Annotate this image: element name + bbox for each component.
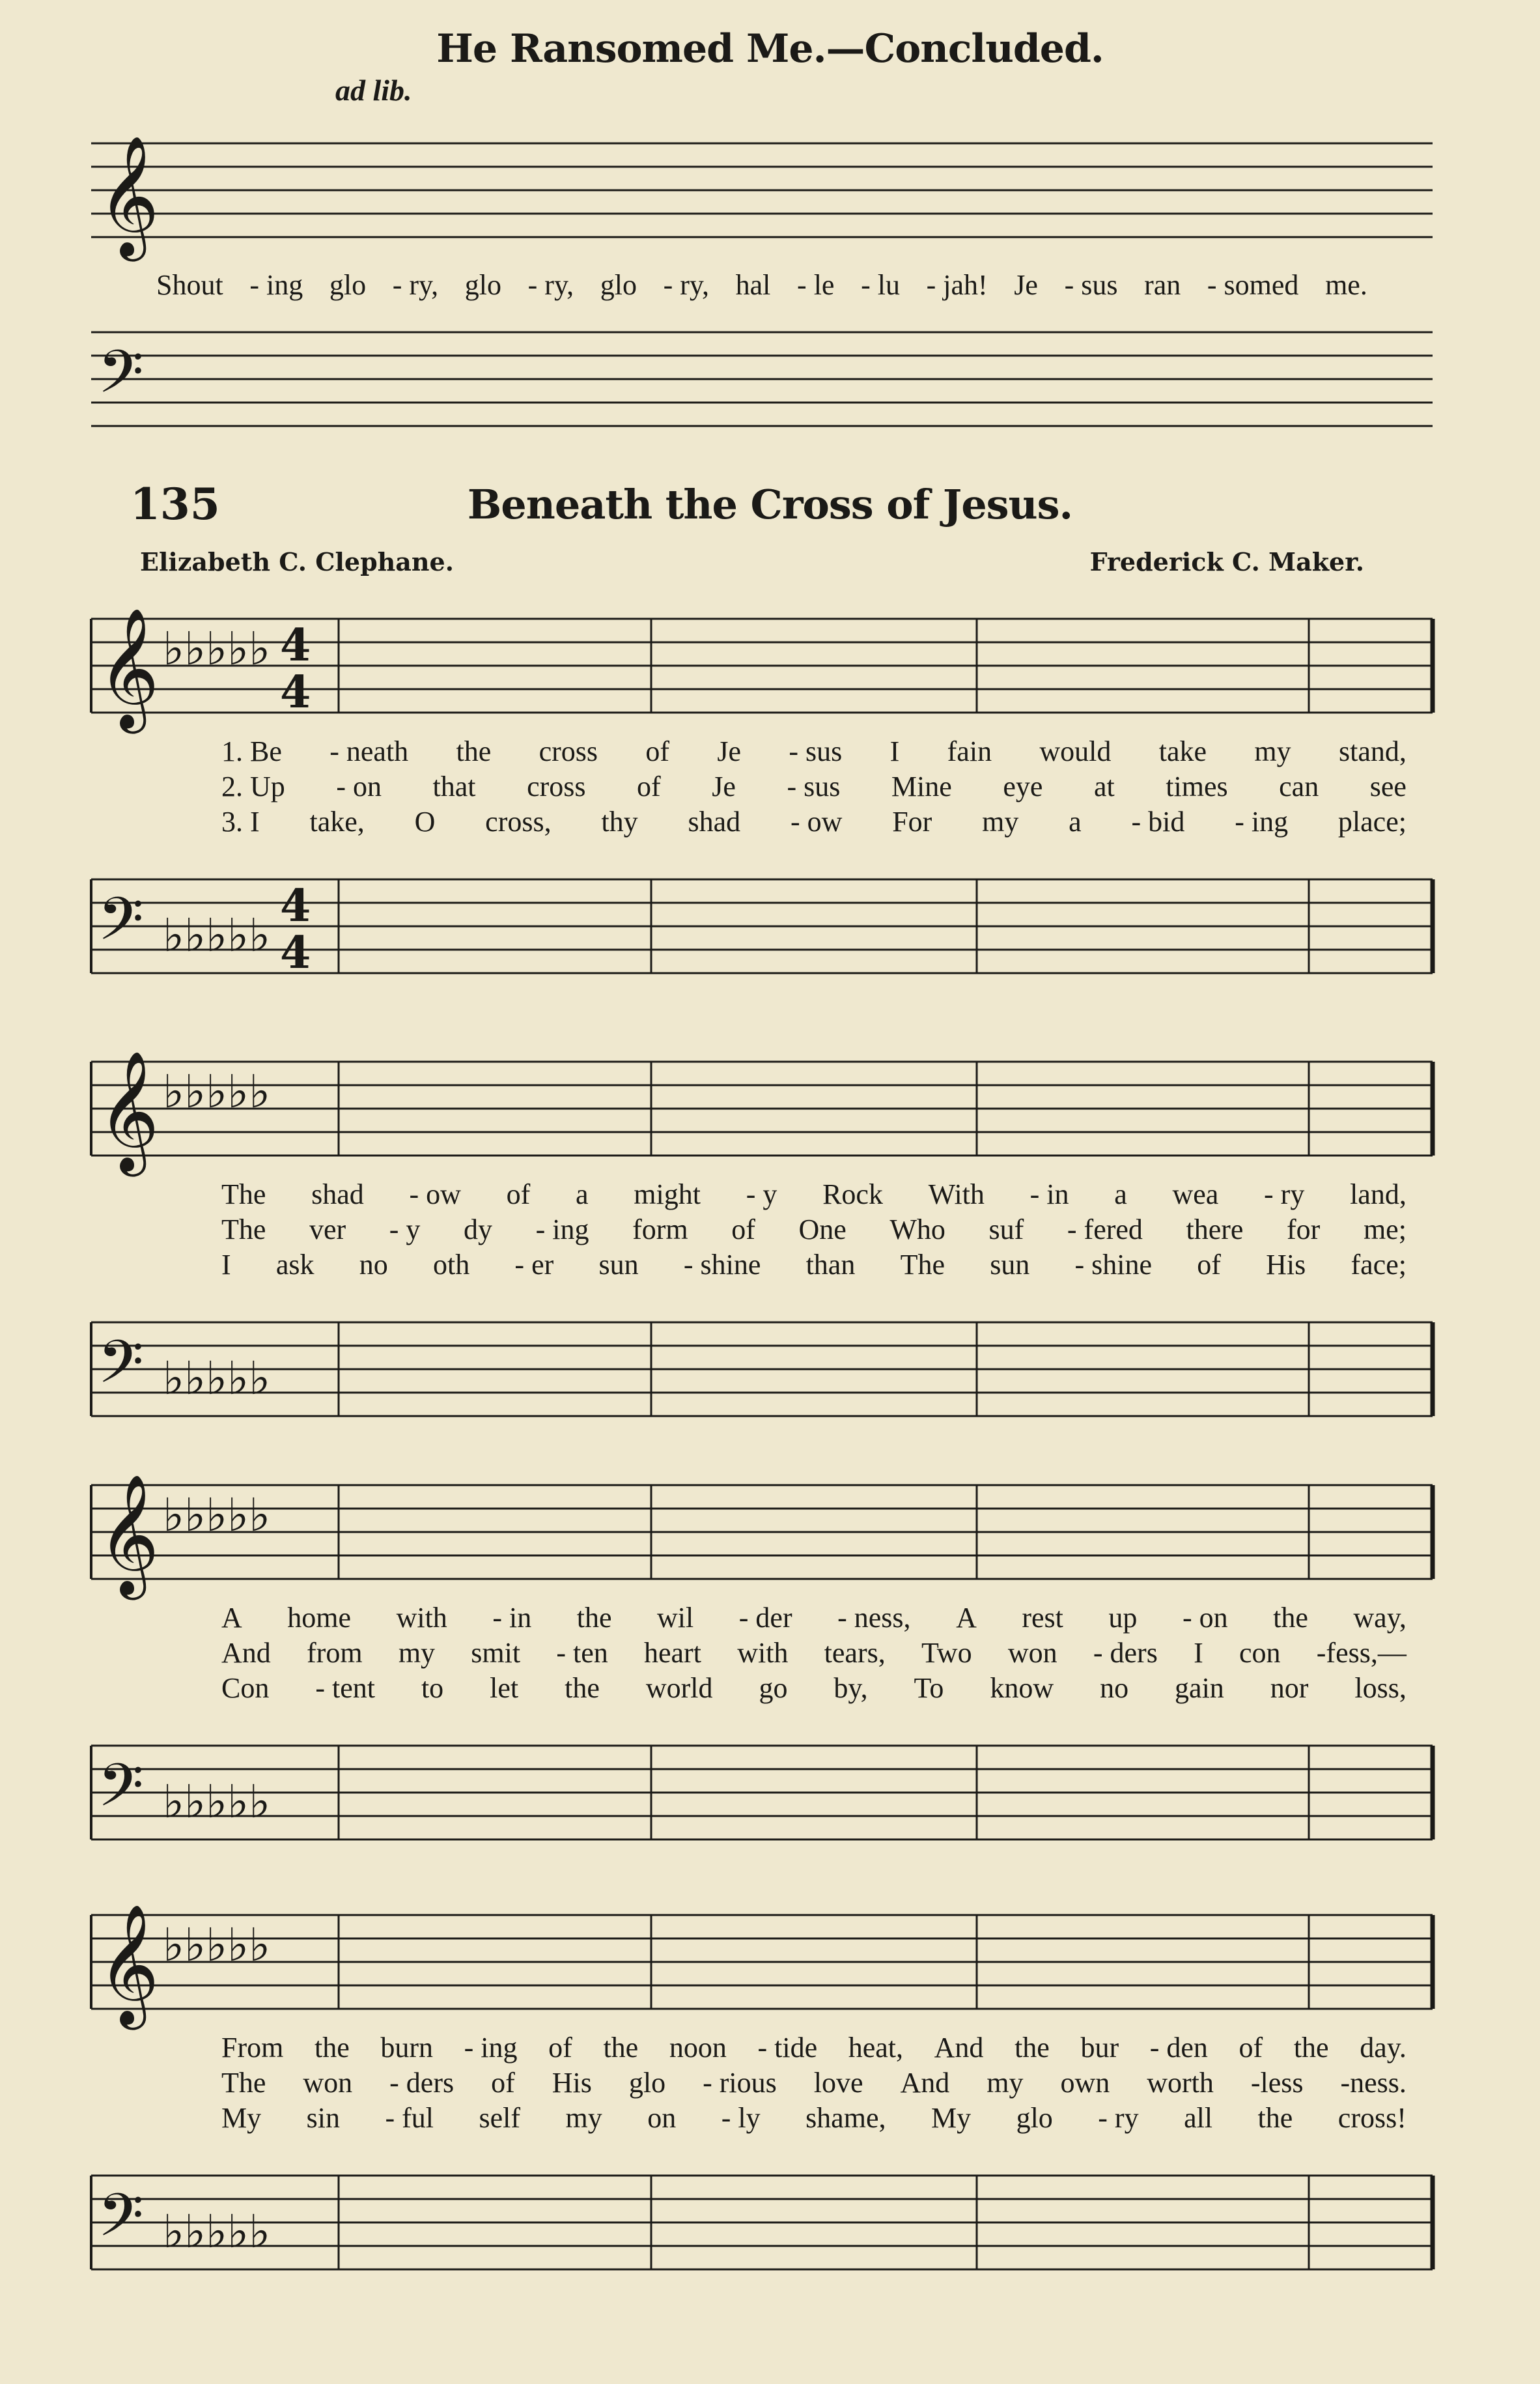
lyric-syllable: Who (889, 1213, 945, 1245)
lyric-syllable: world (645, 1672, 713, 1704)
lyric-syllable: Shout (156, 269, 223, 301)
lyric-syllable: my (1254, 735, 1291, 767)
lyric-syllable: A (221, 1602, 242, 1634)
lyric-syllable: - ing (1235, 806, 1289, 838)
lyric-syllable: con (1239, 1637, 1281, 1669)
treble-clef-icon: 𝄞 (98, 1473, 160, 1595)
treble-clef-icon: 𝄞 (98, 1903, 160, 2024)
lyric-syllable: loss, (1354, 1672, 1407, 1704)
lyric-syllable: From (221, 2032, 284, 2064)
lyric-syllable: - somed (1207, 269, 1299, 301)
lyric-syllable: - ry, (392, 269, 439, 301)
lyric-syllable: eye (1003, 771, 1043, 802)
lyric-syllable: - le (797, 269, 835, 301)
lyric-syllable: - on (1182, 1602, 1228, 1634)
time-signature-top: 4 (280, 619, 311, 672)
tempo-marking: ad lib. (335, 74, 412, 107)
verse-2-lyrics-line (221, 770, 1407, 803)
treble-staff-1 (0, 593, 1540, 743)
verse-2-lyrics-line (221, 1213, 1407, 1246)
verse-1-lyrics-line (221, 1178, 1407, 1211)
lyric-syllable: sun (598, 1249, 639, 1281)
lyric-syllable: gain (1175, 1672, 1224, 1704)
concluded-treble-staff (0, 124, 1540, 280)
lyric-syllable: - ow (409, 1178, 461, 1210)
lyric-syllable: - y (746, 1178, 777, 1210)
lyric-syllable: Je (712, 771, 736, 802)
lyric-syllable: on (647, 2102, 677, 2134)
lyric-syllable: ver (309, 1213, 346, 1245)
lyric-syllable: take (1158, 735, 1207, 767)
lyric-syllable: 3. I (221, 806, 260, 838)
bass-staff-4 (0, 2150, 1540, 2299)
lyric-syllable: - bid (1131, 806, 1185, 838)
lyric-syllable: the (576, 1602, 612, 1634)
lyric-syllable: the (314, 2032, 350, 2064)
lyric-syllable: me. (1325, 269, 1367, 301)
lyric-syllable: For (892, 806, 932, 838)
lyric-syllable: glo (628, 2067, 666, 2099)
lyric-syllable: no (359, 1249, 388, 1281)
lyric-syllable: tears, (824, 1637, 886, 1669)
svg-text:𝄢: 𝄢 (98, 337, 144, 421)
lyric-syllable: than (805, 1249, 856, 1281)
lyric-syllable: worth (1147, 2067, 1214, 2099)
lyric-syllable: won (1007, 1637, 1057, 1669)
lyric-syllable: ask (275, 1249, 315, 1281)
lyric-syllable: to (421, 1672, 444, 1704)
lyric-syllable: stand, (1338, 735, 1407, 767)
verse-1-lyrics-line (221, 2031, 1407, 2064)
lyric-syllable: The (221, 2067, 266, 2099)
lyric-syllable: - shine (1074, 1249, 1153, 1281)
verse-1-lyrics-line (221, 1601, 1407, 1634)
lyric-syllable: hal (735, 269, 771, 301)
lyric-syllable: dy (464, 1213, 493, 1245)
lyric-syllable: rest (1022, 1602, 1063, 1634)
concluded-title: He Ransomed Me.—Concluded. (436, 26, 1104, 72)
lyric-syllable: fain (947, 735, 992, 767)
lyric-syllable: the (1257, 2102, 1293, 2134)
lyric-syllable: - in (1029, 1178, 1069, 1210)
lyric-syllable: heart (644, 1637, 701, 1669)
lyric-syllable: ran (1144, 269, 1181, 301)
bass-clef-icon: 𝄢 (98, 1327, 144, 1411)
lyric-syllable: One (798, 1213, 847, 1245)
lyric-syllable: And (221, 1637, 271, 1669)
lyric-syllable: And (934, 2032, 984, 2064)
bass-staff-3 (0, 1720, 1540, 1869)
lyric-syllable: way, (1353, 1602, 1407, 1634)
treble-clef-icon: 𝄞 (98, 1049, 160, 1171)
lyric-syllable: my (565, 2102, 602, 2134)
lyric-syllable: - ing (249, 269, 303, 301)
composer-credit: Frederick C. Maker. (1089, 547, 1364, 576)
lyric-syllable: sun (990, 1249, 1030, 1281)
lyric-syllable: glo (464, 269, 502, 301)
lyric-syllable: from (307, 1637, 363, 1669)
lyric-syllable: own (1060, 2067, 1110, 2099)
key-signature-flats-icon: ♭♭♭♭♭ (163, 1352, 271, 1405)
lyric-syllable: I (889, 735, 900, 767)
lyric-syllable: oth (432, 1249, 470, 1281)
lyric-syllable: self (479, 2102, 520, 2134)
verse-3-lyrics-line (221, 805, 1407, 838)
lyric-syllable: suf (988, 1213, 1024, 1245)
lyric-syllable: - shine (683, 1249, 761, 1281)
lyric-syllable: won (303, 2067, 353, 2099)
lyric-syllable: - neath (329, 735, 409, 767)
lyric-syllable: glo (1016, 2102, 1053, 2134)
lyric-syllable: And (900, 2067, 950, 2099)
key-signature-flats-icon: ♭♭♭♭♭ (163, 909, 271, 962)
lyric-syllable: at (1093, 771, 1115, 802)
lyric-syllable: - jah! (926, 269, 988, 301)
lyric-syllable: - ing (464, 2032, 518, 2064)
lyric-syllable: might (634, 1178, 701, 1210)
lyric-syllable: cross (527, 771, 586, 802)
lyric-syllable: With (928, 1178, 985, 1210)
lyric-syllable: a (576, 1178, 589, 1210)
lyric-syllable: wea (1172, 1178, 1219, 1210)
lyric-syllable: I (1194, 1637, 1203, 1669)
lyric-syllable: of (491, 2067, 515, 2099)
time-signature-bottom: 4 (280, 666, 311, 718)
lyric-syllable: Con (221, 1672, 270, 1704)
lyric-syllable: a (1069, 806, 1082, 838)
lyric-syllable: - ry (1098, 2102, 1139, 2134)
lyric-syllable: - ow (790, 806, 843, 838)
lyric-syllable: - ry (1264, 1178, 1305, 1210)
lyric-syllable: go (759, 1672, 788, 1704)
hymn-title: Beneath the Cross of Jesus. (467, 481, 1073, 528)
lyric-syllable: wil (657, 1602, 694, 1634)
lyric-syllable: nor (1270, 1672, 1309, 1704)
verse-1-lyrics-line (221, 735, 1407, 768)
bass-clef-icon: 𝄢 (98, 885, 144, 968)
lyric-syllable: form (632, 1213, 688, 1245)
key-signature-flats-icon: ♭♭♭♭♭ (163, 1065, 271, 1118)
lyric-syllable: take, (309, 806, 365, 838)
lyric-syllable: bur (1080, 2032, 1119, 2064)
lyric-syllable: - ders (1093, 1637, 1158, 1669)
lyric-syllable: - lu (861, 269, 900, 301)
lyric-syllable: - y (389, 1213, 421, 1245)
lyric-syllable: the (1273, 1602, 1308, 1634)
lyric-syllable: His (1266, 1249, 1306, 1281)
lyric-syllable: - ders (389, 2067, 455, 2099)
lyric-syllable: face; (1351, 1249, 1407, 1281)
lyric-syllable: Je (717, 735, 742, 767)
treble-staff-2 (0, 1036, 1540, 1185)
lyric-syllable: The (900, 1249, 945, 1281)
lyric-syllable: The (221, 1178, 266, 1210)
lyric-syllable: the (565, 1672, 600, 1704)
lyric-syllable: of (506, 1178, 531, 1210)
verse-3-lyrics-line (221, 1671, 1407, 1705)
key-signature-flats-icon: ♭♭♭♭♭ (163, 622, 271, 675)
lyric-syllable: 1. Be (221, 735, 282, 767)
lyric-syllable: would (1039, 735, 1112, 767)
lyric-syllable: To (914, 1672, 944, 1704)
key-signature-flats-icon: ♭♭♭♭♭ (163, 2205, 271, 2258)
lyric-syllable: my (398, 1637, 436, 1669)
lyric-syllable: - rious (703, 2067, 777, 2099)
lyric-syllable: that (432, 771, 476, 802)
verse-3-lyrics-line (221, 2101, 1407, 2135)
lyric-syllable: a (1114, 1178, 1127, 1210)
lyric-syllable: Rock (822, 1178, 883, 1210)
hymn-number: 135 (130, 479, 220, 530)
author-credit: Elizabeth C. Clephane. (140, 547, 454, 576)
lyric-syllable: - fered (1067, 1213, 1143, 1245)
lyric-syllable: with (737, 1637, 789, 1669)
lyric-syllable: of (548, 2032, 572, 2064)
lyric-syllable: - tent (315, 1672, 375, 1704)
lyric-syllable: know (990, 1672, 1054, 1704)
lyric-syllable: Two (921, 1637, 972, 1669)
lyric-syllable: -less (1250, 2067, 1304, 2099)
lyric-syllable: cross (539, 735, 598, 767)
lyric-syllable: 2. Up (221, 771, 285, 802)
lyric-syllable: His (552, 2067, 592, 2099)
lyric-syllable: - ry, (527, 269, 574, 301)
concluded-lyrics-line (156, 268, 1367, 302)
lyric-syllable: - ness, (837, 1602, 911, 1634)
verse-3-lyrics-line (221, 1248, 1407, 1281)
lyric-syllable: - den (1149, 2032, 1208, 2064)
lyric-syllable: no (1100, 1672, 1129, 1704)
lyric-syllable: land, (1350, 1178, 1407, 1210)
lyric-syllable: times (1166, 771, 1228, 802)
time-signature-top: 4 (280, 880, 311, 932)
lyric-syllable: - ly (721, 2102, 761, 2134)
lyric-syllable: O (414, 806, 436, 838)
lyric-syllable: Je (1014, 269, 1038, 301)
lyric-syllable: my (987, 2067, 1024, 2099)
lyric-syllable: -fess,— (1316, 1637, 1407, 1669)
verse-2-lyrics-line (221, 1636, 1407, 1669)
bass-clef-icon: 𝄢 (98, 2181, 144, 2264)
lyric-syllable: - der (738, 1602, 792, 1634)
lyric-syllable: shad (311, 1178, 364, 1210)
lyric-syllable: of (645, 735, 670, 767)
lyric-syllable: of (637, 771, 661, 802)
lyric-syllable: shad (688, 806, 741, 838)
lyric-syllable: up (1108, 1602, 1138, 1634)
lyric-syllable: -ness. (1340, 2067, 1407, 2099)
lyric-syllable: heat, (848, 2032, 904, 2064)
lyric-syllable: - sus (789, 735, 843, 767)
lyric-syllable: - ful (385, 2102, 434, 2134)
lyric-syllable: shame, (805, 2102, 886, 2134)
key-signature-flats-icon: ♭♭♭♭♭ (163, 1918, 271, 1972)
lyric-syllable: I (221, 1249, 231, 1281)
lyric-syllable: all (1184, 2102, 1213, 2134)
lyric-syllable: day. (1360, 2032, 1407, 2064)
key-signature-flats-icon: ♭♭♭♭♭ (163, 1488, 271, 1542)
lyric-syllable: sin (306, 2102, 340, 2134)
lyric-syllable: love (813, 2067, 863, 2099)
treble-clef-icon: 𝄞 (98, 606, 160, 728)
lyric-syllable: glo (329, 269, 367, 301)
lyric-syllable: of (1239, 2032, 1263, 2064)
lyric-syllable: - tide (757, 2032, 818, 2064)
lyric-syllable: - er (514, 1249, 554, 1281)
lyric-syllable: the (1015, 2032, 1050, 2064)
lyric-syllable: the (603, 2032, 639, 2064)
lyric-syllable: Mine (891, 771, 952, 802)
lyric-syllable: - sus (1064, 269, 1118, 301)
treble-staff-4 (0, 1889, 1540, 2039)
lyric-syllable: let (490, 1672, 519, 1704)
treble-staff-3 (0, 1459, 1540, 1609)
lyric-syllable: noon (669, 2032, 727, 2064)
lyric-syllable: My (221, 2102, 262, 2134)
lyric-syllable: The (221, 1213, 266, 1245)
bass-staff-2 (0, 1296, 1540, 1446)
lyric-syllable: the (456, 735, 492, 767)
lyric-syllable: me; (1363, 1213, 1407, 1245)
lyric-syllable: of (1197, 1249, 1221, 1281)
lyric-syllable: burn (380, 2032, 434, 2064)
concluded-bass-staff (0, 306, 1540, 449)
lyric-syllable: - ing (535, 1213, 589, 1245)
lyric-syllable: - ry, (663, 269, 710, 301)
lyric-syllable: My (931, 2102, 972, 2134)
lyric-syllable: can (1279, 771, 1319, 802)
lyric-syllable: - ten (556, 1637, 608, 1669)
time-signature-bottom: 4 (280, 927, 311, 979)
lyric-syllable: by, (833, 1672, 868, 1704)
lyric-syllable: glo (600, 269, 637, 301)
lyric-syllable: - in (492, 1602, 532, 1634)
lyric-syllable: cross, (485, 806, 552, 838)
lyric-syllable: of (731, 1213, 755, 1245)
bass-staff-1 (0, 853, 1540, 1003)
lyric-syllable: see (1369, 771, 1407, 802)
bass-clef-icon: 𝄢 (98, 1751, 144, 1834)
svg-text:𝄞: 𝄞 (98, 134, 160, 256)
lyric-syllable: A (956, 1602, 977, 1634)
lyric-syllable: smit (471, 1637, 521, 1669)
key-signature-flats-icon: ♭♭♭♭♭ (163, 1775, 271, 1828)
lyric-syllable: with (396, 1602, 447, 1634)
lyric-syllable: the (1293, 2032, 1329, 2064)
lyric-syllable: thy (601, 806, 638, 838)
lyric-syllable: home (287, 1602, 352, 1634)
lyric-syllable: for (1287, 1213, 1321, 1245)
lyric-syllable: - sus (787, 771, 841, 802)
lyric-syllable: there (1186, 1213, 1244, 1245)
lyric-syllable: cross! (1337, 2102, 1407, 2134)
lyric-syllable: - on (336, 771, 382, 802)
lyric-syllable: my (982, 806, 1019, 838)
verse-2-lyrics-line (221, 2066, 1407, 2099)
lyric-syllable: place; (1337, 806, 1407, 838)
